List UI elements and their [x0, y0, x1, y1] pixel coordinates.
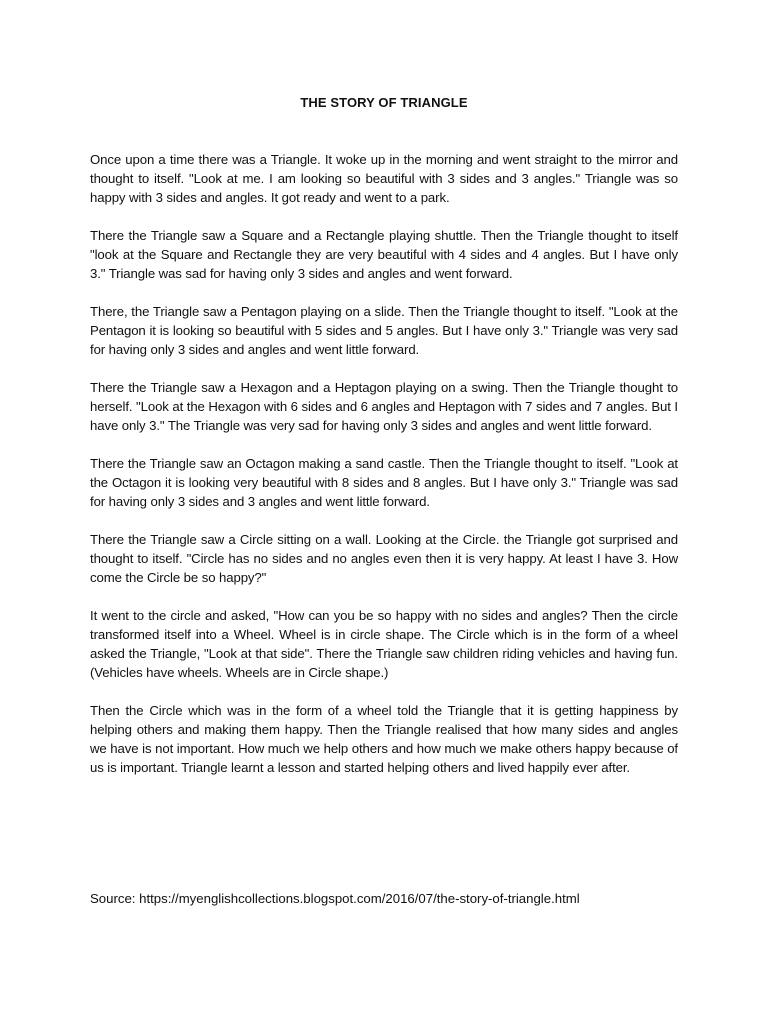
paragraph-7: It went to the circle and asked, "How can you be so happy with no sides and angles? Then the circle transformed itself into a Wheel. Wheel is in circle shape. The Circle which is in the form of a wheel asked the Triangle, "Look at that side". There the Triangle saw children riding vehicles and having fun. (Vehicles have wheels. Wheels are in Circle shape.) [90, 608, 678, 680]
paragraph-4: There the Triangle saw a Hexagon and a Heptagon playing on a swing. Then the Triangle thought to herself. "Look at the Hexagon with 6 sides and 6 angles and Heptagon with 7 sides and 7 angles. But I have only 3." The Triangle was very sad for having only 3 sides and angles and went little forward. [90, 380, 678, 433]
source-citation: Source: https://myenglishcollections.blogspot.com/2016/07/the-story-of-triangle.html [90, 891, 580, 906]
paragraph-3: There, the Triangle saw a Pentagon playing on a slide. Then the Triangle thought to itself. "Look at the Pentagon it is looking so beautiful with 5 sides and 5 angles. But I have only 3." Triangle was very sad for having only 3 sides and angles and went little forward. [90, 304, 678, 357]
paragraph-6: There the Triangle saw a Circle sitting on a wall. Looking at the Circle. the Triangle got surprised and thought to itself. "Circle has no sides and no angles even then it is very happy. At least I have 3. How come the Circle be so happy?" [90, 532, 678, 585]
paragraph-5: There the Triangle saw an Octagon making a sand castle. Then the Triangle thought to itself. "Look at the Octagon it is looking very beautiful with 8 sides and 8 angles. But I have only 3." Triangle was sad for having only 3 sides and 3 angles and went little forward. [90, 456, 678, 509]
paragraph-1: Once upon a time there was a Triangle. It woke up in the morning and went straight to the mirror and thought to itself. "Look at me. I am looking so beautiful with 3 sides and 3 angles." Triangle was so happy with 3 sides and angles. It got ready and went to a park. [90, 152, 678, 205]
paragraph-2: There the Triangle saw a Square and a Rectangle playing shuttle. Then the Triangle thought to itself "look at the Square and Rectangle they are very beautiful with 4 sides and 4 angles. But I have only 3." Triangle was sad for having only 3 sides and angles and went forward. [90, 228, 678, 281]
story-body [90, 150, 678, 796]
paragraph-8: Then the Circle which was in the form of a wheel told the Triangle that it is getting happiness by helping others and making them happy. Then the Triangle realised that how many sides and angles we have is not important. How much we help others and how much we make others happy because of us is important. Triangle learnt a lesson and started helping others and lived happily ever after. [90, 703, 678, 775]
document-title: THE STORY OF TRIANGLE [300, 95, 468, 110]
